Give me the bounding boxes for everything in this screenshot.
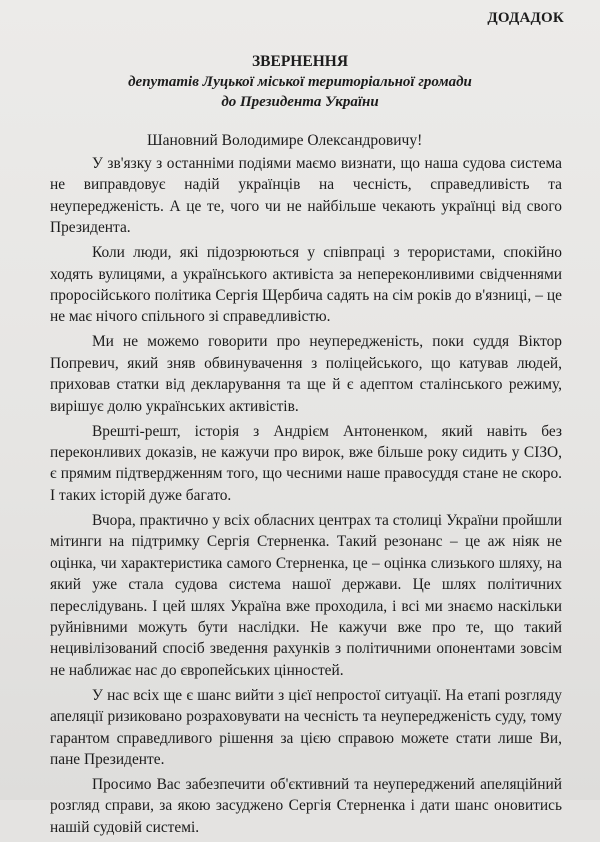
paragraph-1: У зв'язку з останніми подіями маємо визнати, що наша судова система не виправдовує надій українців на чесність, справедливість та неупередженість. А це те, чого чи не найбільше чекають українці від свого Президента. (50, 155, 562, 237)
paragraph-6: У нас всіх ще є шанс вийти з цієї непростої ситуації. На етапі розгляду апеляції ризиковано розраховувати на чесність та неупередженість суду, тому гарантом справедливого рішення за цією справою можете стати лише Ви, пане Президенте. (50, 686, 562, 768)
paragraph-2: Коли люди, які підозрюються у співпраці з терористами, спокійно ходять вулицями, а українського активіста за непереконливими свідченнями проросійського політика Сергія Щербича садять на сім років до в'язниці, – це не має нічого спільного зі справедливістю. (50, 244, 562, 326)
letter-body (50, 153, 562, 842)
document-subtitle-line1: депутатів Луцької міської територіальної громади (128, 74, 472, 90)
paragraph-4: Врешті-решт, історія з Андрієм Антоненком, який навіть без переконливих доказів, не кажучи про вирок, вже більше року сидить у СІЗО, є прямим підтвердженням того, що чесними наше правосуддя стане не скоро. І таких історій дуже багато. (50, 422, 562, 504)
document-title: ЗВЕРНЕННЯ (251, 53, 349, 70)
paragraph-5: Вчора, практично у всіх обласних центрах та столиці України пройшли мітинги на підтримку Сергія Стерненка. Такий резонанс – це аж ніяк не оцінка, чи характеристика самого Стерненка, це – оцінка слизького шляху, на який уже стала судова система нашої держави. Це шлях політичних переслідувань. І цей шлях Україна вже проходила, і всі ми знаємо наскільки руйнівними можуть бути наслідки. Не кажучи вже про те, що такий нецивілізований спосіб зведення рахунків з політичними опонентами зовсім не наближає нас до європейських цінностей. (50, 511, 562, 679)
paragraph-3: Ми не можемо говорити про неупередженість, поки суддя Віктор Попревич, який зняв обвинувачення з поліцейського, що катував людей, приховав статки від декларування та ще й є адептом сталінського режиму, вирішує долю українських активістів. (50, 333, 562, 415)
document-header (0, 52, 600, 112)
paragraph-7: Просимо Вас забезпечити об'єктивний та неупереджений апеляційний розгляд справи, за якою засуджено Сергія Стерненка і дати шанс оновитись нашій судовій системі. (50, 775, 562, 836)
greeting: Шановний Володимире Олександровичу! (147, 132, 423, 149)
annex-label: ДОДАДОК (487, 10, 564, 26)
document-subtitle-line2: до Президента України (221, 94, 379, 110)
